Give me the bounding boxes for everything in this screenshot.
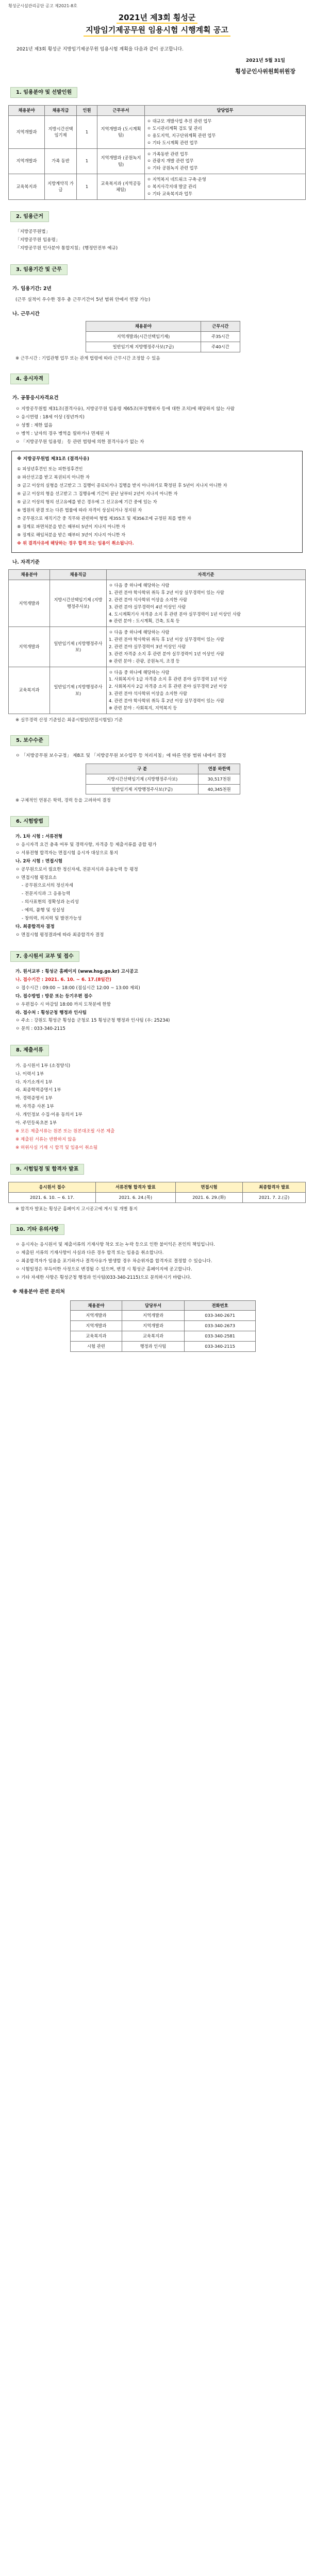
th-field: 채용분야 [71,1300,122,1311]
section-3-title: 3. 임용기간 및 근무 [10,264,68,276]
list-item: ㅇ 응시자격 요건 충족 여부 및 경력사항, 자격증 등 제출서류를 종합 평가 [15,842,157,848]
list-item: 다. 최종합격자 결정 [15,924,55,929]
criteria-item: 3. 관련 분야 실무경력이 4년 이상인 사람 [109,604,186,609]
cell-field: 지역개발과 [9,116,45,148]
cell-count: 1 [77,174,97,200]
intro-text: 2021년 제3회 횡성군 지방임기제공무원 임용시험 계획을 다음과 같이 공고합니다. [16,46,184,52]
title-line-1: 2021년 제3회 횡성군 [117,12,198,24]
list-item: - 전문지식과 그 응용능력 [22,891,71,897]
criteria-item: ㅇ 다음 중 하나에 해당하는 사람 [109,583,170,588]
list-item: 아. 주민등록초본 1부 [15,1120,57,1126]
schedule-note: ※ 합격자 발표는 횡성군 홈페이지 고시공고에 게시 및 개별 통지 [15,1206,138,1212]
positions-table [8,105,306,199]
table-row [9,580,306,627]
cell-dept: 교육복지과 [122,1331,184,1342]
criteria-item: 3. 관련 분야 석사학위 이상을 소지한 사람 [109,691,187,697]
hours-subtitle: 나. 근무시간 [12,311,40,317]
table-row [71,1342,256,1352]
cell-rank: 일반임기제 (지방행정주사보) [50,667,107,714]
th-duties: 담당업무 [145,106,306,116]
list-item: 「지방공무원 인사분야 통합지침」(행정안전부 예규) [15,246,118,251]
cell-dept: 지역개발과 [122,1311,184,1321]
box-line: ② 파산선고를 받고 복권되지 아니한 자 [17,474,90,480]
title-line-2: 지방임기제공무원 임용시험 시행계획 공고 [84,25,230,36]
cell-field: 지역개발과 [9,580,50,627]
list-item: 나. 접수기간 : 2021. 6. 10. ~ 6. 17.(8일간) [15,977,111,983]
duty-item: ㅇ 가족동반 관련 업무 [147,151,189,157]
section-8-title: 8. 제출서류 [10,1045,49,1056]
th-final-result: 최종합격자 발표 [243,1182,306,1193]
th-rank: 채용직급 [45,106,77,116]
cell-rank: 지방시간선택임기제 (지방행정주사보) [50,580,107,627]
cell-field: 교육복지과 [9,174,45,200]
list-item: 마. 경력증명서 1부 [15,1096,53,1101]
list-item: - 공무원으로서의 정신자세 [22,883,73,889]
table-row [9,627,306,667]
cell-rank: 가족 동반 [45,148,77,174]
list-item: ㅇ 서류전형 합격자는 면접시험 응시자 대상으로 통지 [15,850,119,856]
announce-org: 횡성군인사위원회위원장 [235,67,295,75]
list-item: ㅇ 기타 자세한 사항은 횡성군청 행정과 인사팀(033-340-2115)으로 문의하시기 바랍니다. [15,1275,192,1280]
section-9-title: 9. 시험일정 및 합격자 발표 [10,1164,84,1175]
cell-dept: 지역개발과 (도시계획팀) [97,116,145,148]
documents-list [15,1062,301,1153]
table-row [86,332,240,342]
cell-tel: 033-340-2581 [185,1331,256,1342]
cell-dept: 지역개발과 (공원녹지팀) [97,148,145,174]
table-row [9,148,306,174]
cell-tel: 033-340-2115 [185,1342,256,1352]
list-item: 나. 이력서 1부 [15,1071,44,1077]
cell-duties [145,174,306,200]
pay-table [86,764,240,795]
title-block [8,12,306,37]
list-item: ㅇ 우편접수 시 마감일 18:00 까지 도착분에 한함 [15,1002,111,1007]
cell-field: 지역개발과(시간선택임기제) [86,332,201,342]
cell-criteria [107,627,306,667]
cell-tel: 033-340-2673 [185,1321,256,1331]
cell-tel: 033-340-2671 [185,1311,256,1321]
list-item: - 예의, 품행 및 성실성 [22,908,65,913]
th-pay: 연봉 하한액 [199,764,240,774]
box-line: ⑨ 징계로 해임처분을 받은 때부터 3년이 지나지 아니한 자 [17,532,126,538]
duty-item: ㅇ 기타 교육복지과 업무 [147,191,193,196]
cell-count: 1 [77,148,97,174]
hours-note: ※ 근무시간 : 기업관행 업무 또는 관계 법령에 따라 근무시간 조정할 수 있음 [15,355,160,361]
criteria-subtitle: 나. 자격기준 [12,559,40,565]
list-item: 바. 자격증 사본 1부 [15,1104,54,1110]
cell-dept: 교육복지과 (지역공동체팀) [97,174,145,200]
box-line: ⑥ 법원의 판결 또는 다른 법률에 따라 자격이 상실되거나 정지된 자 [17,507,142,513]
list-item: - 의사표현의 정확성과 논리성 [22,900,79,905]
cell-kind: 지방시간선택임기제 (지방행정주사보) [86,774,199,784]
table-row [86,774,240,784]
cell-criteria [107,580,306,627]
pay-note: ※ 구체적인 연봉은 학력, 경력 등을 고려하여 결정 [15,798,111,804]
table-row [86,784,240,794]
criteria-item: 2. 관련 분야 석사학위 이상을 소지한 사람 [109,597,187,602]
duty-item: ㅇ 복지사각지대 발굴 관리 [147,184,197,190]
criteria-note: ※ 실무경력 산정 기준일은 최종시험일(면접시험일) 기준 [15,717,123,723]
th-interview: 면접시험 [175,1182,243,1193]
th-field: 채용분야 [9,570,50,580]
list-item: - 창의력, 의지력 및 발전가능성 [22,916,82,921]
th-dept: 근무부서 [97,106,145,116]
cell-rank: 일반임기제 (지방행정주사보) [50,627,107,667]
list-item: ㅇ 문의 : 033-340-2115 [15,1026,65,1032]
list-item: 다. 자기소개서 1부 [15,1079,53,1085]
list-item: ㅇ 응시자는 응시원서 및 제출서류의 기재사항 착오 또는 누락 등으로 인한 불이익은 본인의 책임입니다. [15,1242,215,1248]
box-line: ① 피성년후견인 또는 피한정후견인 [17,466,83,471]
section-7-title: 7. 응시원서 교부 및 접수 [10,951,79,962]
table-row [9,667,306,714]
cell-final-result: 2021. 7. 2.(금) [243,1192,306,1202]
box-line: ⑤ 금고 이상의 형의 선고유예를 받은 경우에 그 선고유예 기간 중에 있는 자 [17,499,157,504]
box-line: ④ 금고 이상의 형을 선고받고 그 집행유예 기간이 끝난 날부터 2년이 지나지 아니한 자 [17,490,178,496]
doc-code: 횡성군시설관리공단 공고 제2021-8호 [8,4,77,8]
cell-field: 교육복지과 [71,1331,122,1342]
cell-rank: 지방계약직 가급 [45,174,77,200]
common-requirements-subtitle: 가. 공통응시자격요건 [12,395,59,401]
legal-basis-list [15,228,301,253]
cell-criteria [107,667,306,714]
list-item: ㅇ 병역 : 남자의 경우 병역을 필하거나 면제된 자 [15,431,110,436]
list-item: ㅇ 면접시험 평정결과에 따라 최종합격자 결정 [15,932,104,938]
criteria-item: ※ 관련 분야 : 도시계획, 건축, 토목 등 [109,618,180,624]
cell-pay: 30,517천원 [199,774,240,784]
cell-kind: 일반임기제 지방행정주사보(7급) [86,784,199,794]
duty-item: ㅇ 도시관리계획 검토 및 관리 [147,126,202,131]
box-line: ⑧ 징계로 파면처분을 받은 때부터 5년이 지나지 아니한 자 [17,524,126,530]
th-dept: 담당부서 [122,1300,184,1311]
list-item: 「지방공무원법」 [15,229,50,235]
th-count: 인원 [77,106,97,116]
cell-hours: 주40시간 [201,342,240,352]
table-row [9,174,306,200]
list-item: ㅇ 최종합격자가 임용을 포기하거나 결격사유가 발생할 경우 차순위자를 합격자로 결정할 수 있습니다. [15,1259,212,1264]
cell-field: 지역개발과 [71,1311,122,1321]
cell-duties [145,116,306,148]
list-item: 「지방공무원 임용령」 [15,238,60,243]
criteria-item: 2. 사회복지사 2급 자격증 소지 후 관련 분야 실무경력 2년 이상 [109,684,227,689]
table-row [9,116,306,148]
section-6-title: 6. 시험방법 [10,816,49,827]
section-1-title: 1. 임용분야 및 선발인원 [10,87,77,98]
list-item: 가. 응시원서 1부 (소정양식) [15,1063,71,1069]
schedule-table [8,1182,306,1203]
cell-pay: 40,345천원 [199,784,240,794]
cell-dept: 지역개발과 [122,1321,184,1331]
th-field: 채용분야 [9,106,45,116]
list-item: ※ 제출된 서류는 반환하지 않음 [15,1137,76,1142]
contact-heading: ※ 채용분야 관련 문의처 [12,1289,65,1295]
cell-field: 교육복지과 [9,667,50,714]
cell-dept: 행정과 인사팀 [122,1342,184,1352]
duty-item: ㅇ 기타 도시계획 관련 업무 [147,140,198,145]
box-line: ③ 금고 이상의 실형을 선고받고 그 집행이 종료되거나 집행을 받지 아니하기로 확정된 후 5년이 지나지 아니한 자 [17,482,227,488]
list-item: ㅇ 제출된 서류의 기재사항이 사실과 다른 경우 합격 또는 임용을 취소합니다. [15,1250,164,1256]
hours-table [86,321,240,352]
criteria-table [8,569,306,714]
box-warning: ※ 위 결격사유에 해당하는 경우 합격 또는 임용이 취소됩니다. [17,540,134,546]
duty-item: ㅇ 기타 공원녹지 관련 업무 [147,165,198,171]
notes-list [15,1241,301,1282]
cell-interview: 2021. 6. 29.(화) [175,1192,243,1202]
th-kind: 구 분 [86,764,199,774]
list-item: 라. 접수처 : 횡성군청 행정과 인사팀 [15,1010,87,1015]
criteria-item: 1. 관련 분야 학사학위 취득 후 1년 이상 실무경력이 있는 사람 [109,637,224,642]
cell-doc-result: 2021. 6. 24.(목) [96,1192,176,1202]
cell-field: 지역개발과 [71,1321,122,1331]
table-row [71,1331,256,1342]
table-row [71,1311,256,1321]
list-item: 라. 최종학력증명서 1부 [15,1088,61,1093]
section-5-title: 5. 보수수준 [10,735,49,747]
cell-rank: 지방시간선택임기제 [45,116,77,148]
common-requirements-list [15,405,301,446]
th-criteria: 자격기준 [107,570,306,580]
criteria-item: 1. 관련 분야 학사학위 취득 후 2년 이상 실무경력이 있는 사람 [109,589,224,595]
duty-item: ㅇ 지역복지 네트워크 구축·운영 [147,177,206,182]
application-list [15,968,301,1033]
cell-field: 일반임기제 지방행정주사보(7급) [86,342,201,352]
section-2-title: 2. 임용근거 [10,211,49,223]
criteria-item: 4. 관련 분야 학사학위 취득 후 2년 이상 실무경력이 있는 사람 [109,698,224,704]
cell-duties [145,148,306,174]
list-item: ㅇ 면접시험 평정요소 [15,875,57,880]
disqualification-box [11,451,303,553]
duty-item: ㅇ 용도지역, 지구단위계획 관련 업무 [147,132,216,138]
table-row [71,1321,256,1331]
criteria-item: 3. 관련 자격증 소지 후 관련 분야 실무경력이 1년 이상인 사람 [109,651,224,656]
contact-table [70,1300,256,1352]
list-item: 사. 개인정보 수집·이용 동의서 1부 [15,1112,82,1118]
criteria-item: ※ 관련 분야 : 관광, 공원녹지, 조경 등 [109,658,180,664]
box-heading: ※ 지방공무원법 제31조 (결격사유) [17,456,89,462]
box-line: ⑦ 공무원으로 재직기간 중 직무와 관련하여 형법 제355조 및 제356조에 규정된 죄를 범한 자 [17,516,191,521]
th-field: 채용분야 [86,321,201,332]
th-apply: 응시원서 접수 [9,1182,96,1193]
cell-apply: 2021. 6. 10. ~ 6. 17. [9,1192,96,1202]
list-item: ㅇ 「지방공무원 임용령」 등 관련 법령에 의한 결격사유가 없는 자 [15,439,144,445]
th-hours: 근무시간 [201,321,240,332]
section-10-title: 10. 기타 유의사항 [10,1224,64,1235]
criteria-item: ㅇ 다음 중 하나에 해당하는 사람 [109,669,170,675]
list-item: 가. 원서교부 : 횡성군 홈페이지 (www.hsg.go.kr) 고시공고 [15,969,138,975]
criteria-item: ※ 관련 분야 : 사회복지, 지역복지 등 [109,705,177,710]
th-doc-result: 서류전형 합격자 발표 [96,1182,176,1193]
list-item: 가. 1차 시험 : 서류전형 [15,834,63,840]
list-item: ㅇ 주소 : 강원도 횡성군 횡성읍 군청로 15 횡성군청 행정과 인사팀 (우: 25234) [15,1018,170,1024]
list-item: ㅇ 성별 : 제한 없음 [15,422,53,428]
section-4-title: 4. 응시자격 [10,374,49,385]
term-subtitle: 가. 임용기간: 2년 [12,286,52,292]
list-item: ㅇ 응시연령 : 18세 이상 (정년까지) [15,415,85,420]
cell-field: 시험 관련 [71,1342,122,1352]
exam-method-list [15,833,301,940]
list-item: ※ 허위사실 기재 시 합격 및 임용이 취소됨 [15,1145,98,1150]
list-item: ㅇ 지방공무원법 제31조(결격사유), 지방공무원 임용령 제65조(부정행위자 등에 대한 조치)에 해당하지 않는 사람 [15,406,235,412]
criteria-item: ㅇ 다음 중 하나에 해당하는 사람 [109,630,170,635]
list-item: ㅇ 접수시간 : 09:00 ~ 18:00 (점심시간 12:00 ~ 13:00 제외) [15,985,140,991]
list-item: ㅇ 시험일정은 부득이한 사정으로 변경될 수 있으며, 변경 시 횡성군 홈페이지에 공고합니다. [15,1267,192,1273]
table-row [86,342,240,352]
cell-count: 1 [77,116,97,148]
th-tel: 전화번호 [185,1300,256,1311]
criteria-item: 1. 사회복지사 1급 자격증 소지 후 관련 분야 실무경력 1년 이상 [109,676,227,682]
criteria-item: 4. 도시계획기사 자격증 소지 후 관련 분야 실무경력이 1년 이상인 사람 [109,611,241,617]
list-item: ※ 모든 제출서류는 원본 또는 원본대조필 사본 제출 [15,1128,115,1134]
th-rank: 채용직급 [50,570,107,580]
table-row [9,1192,306,1202]
list-item: 다. 접수방법 : 방문 또는 등기우편 접수 [15,993,93,999]
cell-field: 지역개발과 [9,148,45,174]
duty-item: ㅇ 관광지 개발 관련 업무 [147,158,194,164]
cell-hours: 주35시간 [201,332,240,342]
duty-item: ㅇ 대규모 개발사업 추진 관련 업무 [147,118,212,124]
term-note: (근무 실적이 우수한 경우 총 근무기간이 5년 범위 안에서 연장 가능) [15,297,151,303]
cell-field: 지역개발과 [9,627,50,667]
list-item: ㅇ 공무원으로서 필요한 정신자세, 전문지식과 응용능력 등 평정 [15,867,138,872]
pay-text: ㅇ 「지방공무원 보수규정」 제8조 및 「지방공무원 보수업무 등 처리지침」에 따른 연봉 범위 내에서 결정 [15,753,226,759]
announce-date: 2021년 5월 31일 [245,58,285,63]
list-item: 나. 2차 시험 : 면접시험 [15,858,63,864]
criteria-item: 2. 관련 분야 실무경력이 3년 이상인 사람 [109,644,186,649]
